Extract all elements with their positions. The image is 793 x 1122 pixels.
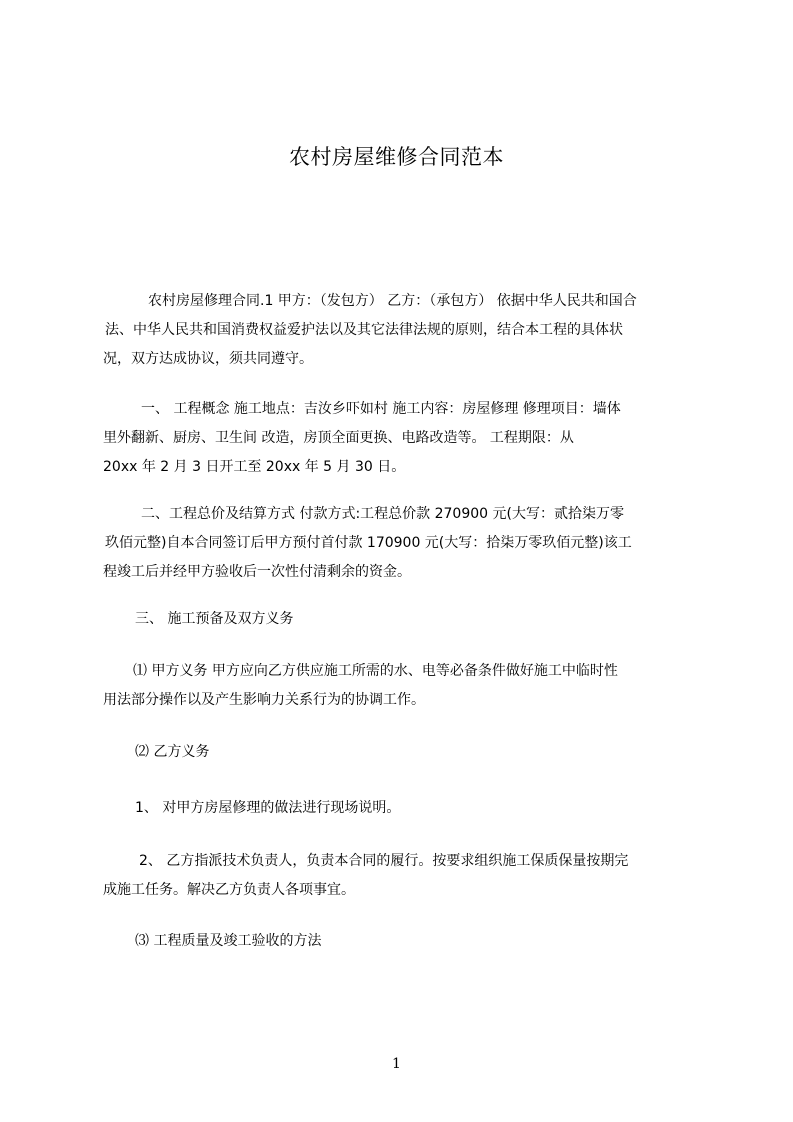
paragraph-duty-item-2 — [103, 847, 703, 905]
paragraph-intro — [103, 287, 703, 374]
paragraph-line: 2、 乙方指派技术负责人，负责本合同的履行。按要求组织施工保质保量按期完 — [139, 853, 629, 869]
paragraph-section-3-heading — [103, 605, 703, 634]
paragraph-line: 成施工任务。解决乙方负责人各项事宜。 — [103, 882, 355, 898]
page-number: 1 — [392, 1056, 401, 1072]
paragraph-line: ⑵ 乙方义务 — [135, 744, 210, 760]
paragraph-line: 玖佰元整)自本合同签订后甲方预付首付款 170900 元(大写：拾柒万零玖佰元整)该工 — [105, 535, 632, 551]
paragraph-section-1 — [103, 395, 703, 482]
paragraph-line: 1、 对甲方房屋修理的做法进行现场说明。 — [135, 800, 401, 816]
paragraph-line: 程竣工后并经甲方验收后一次性付清剩余的资金。 — [103, 564, 411, 580]
paragraph-line: 农村房屋修理合同.1 甲方：（发包方） 乙方：（承包方） 依据中华人民共和国合 — [148, 293, 637, 309]
paragraph-line: 里外翻新、厨房、卫生间 改造，房顶全面更换、电路改造等。 工程期限：从 — [103, 430, 574, 446]
paragraph-line: ⑶ 工程质量及竣工验收的方法 — [135, 933, 322, 949]
paragraph-duty-item-1 — [103, 794, 703, 823]
paragraph-line: 况，双方达成协议，须共同遵守。 — [103, 351, 313, 367]
paragraph-party-b-duties-heading — [103, 738, 703, 767]
paragraph-line: 法、中华人民共和国消费权益爱护法以及其它法律法规的原则，结合本工程的具体状 — [105, 322, 623, 338]
paragraph-line: 一、 工程概念 施工地点：吉汝乡吓如村 施工内容：房屋修理 修理项目：墙体 — [141, 401, 621, 417]
paragraph-quality-acceptance-heading — [103, 927, 703, 956]
paragraph-line: 二、工程总价及结算方式 付款方式:工程总价款 270900 元(大写：贰拾柒万零 — [141, 506, 624, 522]
paragraph-section-2 — [103, 500, 703, 587]
paragraph-line: ⑴ 甲方义务 甲方应向乙方供应施工所需的水、电等必备条件做好施工中临时性 — [133, 663, 618, 679]
paragraph-line: 20xx 年 2 月 3 日开工至 20xx 年 5 月 30 日。 — [103, 459, 406, 475]
document-title: 农村房屋维修合同范本 — [289, 145, 504, 169]
paragraph-line: 三、 施工预备及双方义务 — [135, 611, 294, 627]
paragraph-party-a-duties — [103, 657, 703, 715]
paragraph-line: 用法部分操作以及产生影响力关系行为的协调工作。 — [103, 692, 425, 708]
